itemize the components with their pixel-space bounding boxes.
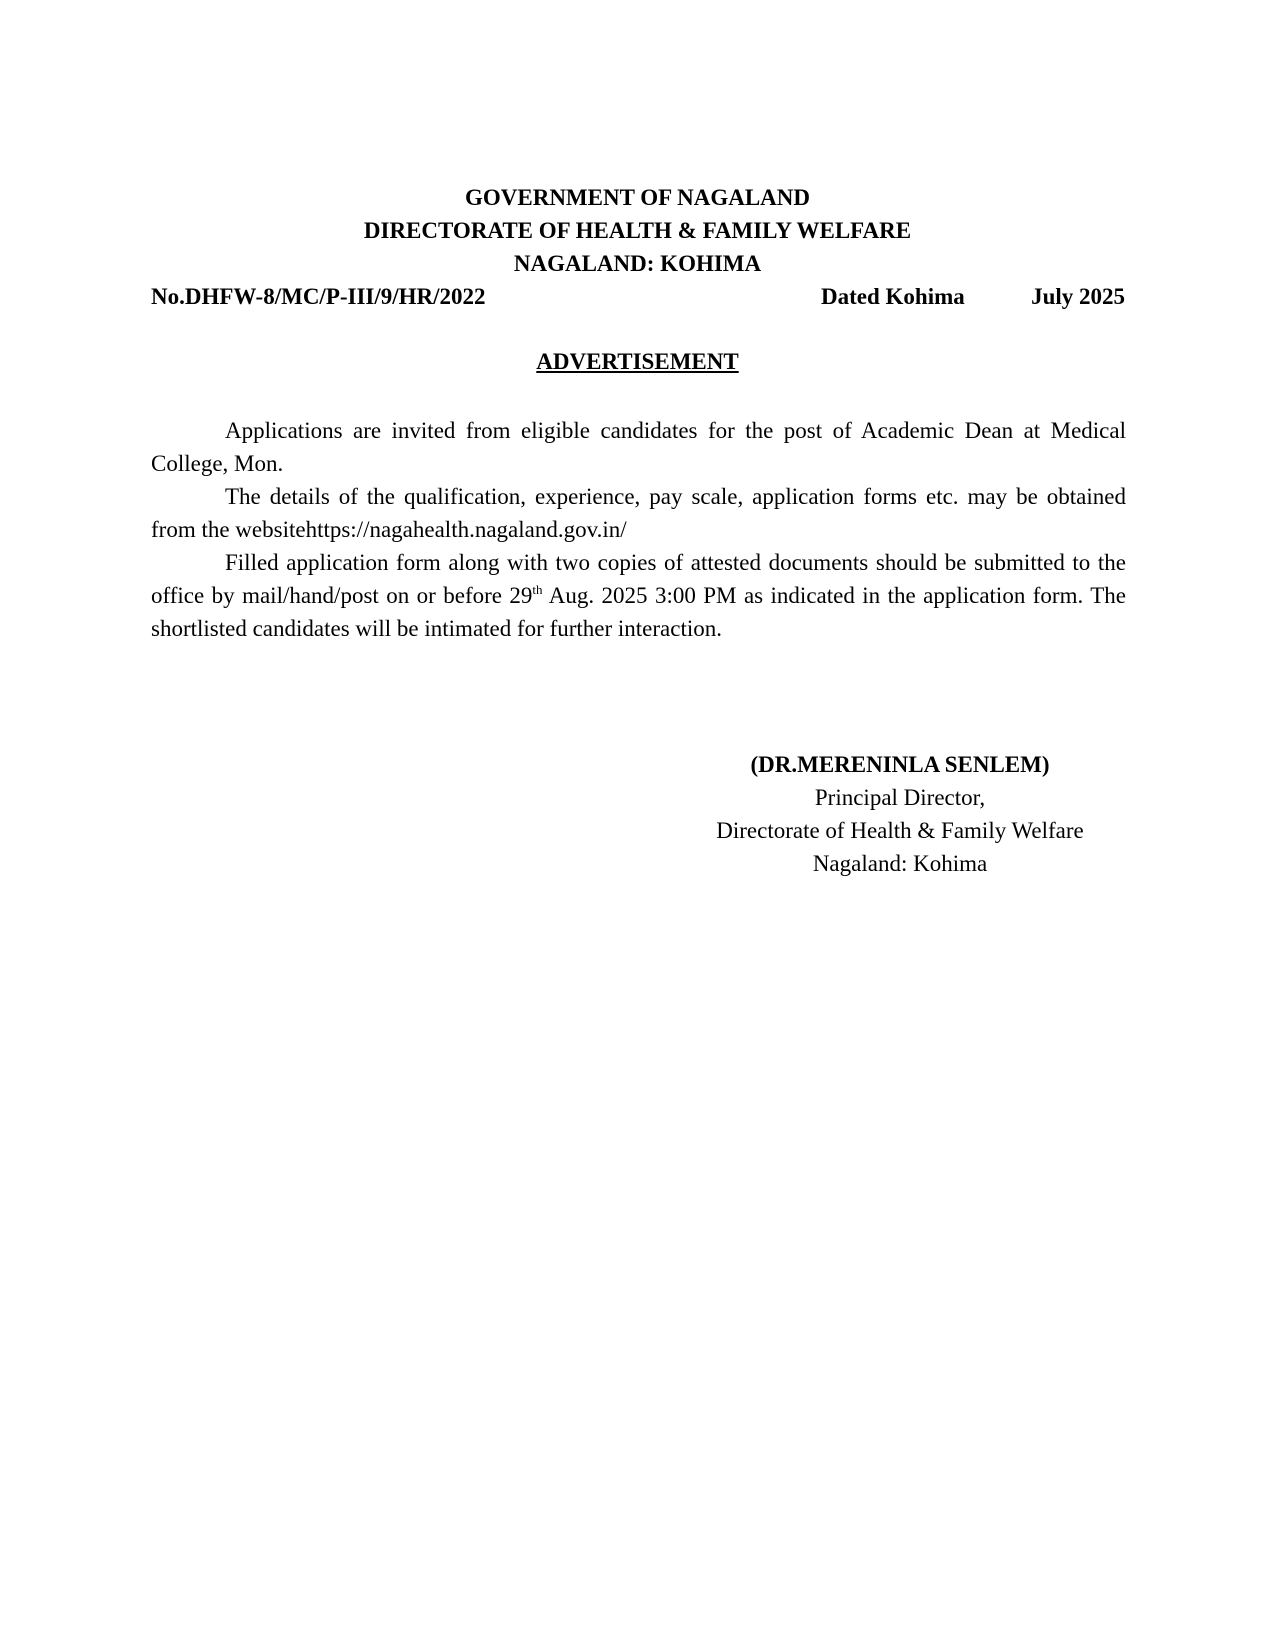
issue-month: July 2025 — [1031, 284, 1125, 309]
signatory-office: Directorate of Health & Family Welfare — [716, 818, 1084, 843]
signatory-location: Nagaland: Kohima — [812, 851, 988, 876]
signature-block — [660, 748, 1140, 880]
header-government: GOVERNMENT OF NAGALAND — [464, 185, 810, 210]
paragraph-submission — [151, 546, 1126, 645]
advertisement-body — [151, 414, 1126, 645]
signatory-name: (DR.MERENINLA SENLEM) — [750, 752, 1050, 777]
header-directorate: DIRECTORATE OF HEALTH & FAMILY WELFARE — [363, 218, 912, 243]
paragraph-invitation: Applications are invited from eligible candidates for the post of Academic Dean at Medical College, Mon. — [151, 418, 1126, 476]
signatory-designation: Principal Director, — [814, 785, 986, 810]
dated-label: Dated Kohima — [821, 284, 965, 309]
ordinal-suffix: th — [532, 582, 543, 597]
header-location: NAGALAND: KOHIMA — [513, 251, 762, 276]
submission-text-start: Filled application form along with two copies of attested documents should be submitted to the office by mail/hand/post on or before 29 — [151, 550, 1126, 608]
reference-number: No.DHFW-8/MC/P-III/9/HR/2022 — [151, 284, 486, 309]
submission-text-end: Aug. 2025 3:00 PM as indicated in the application form. The shortlisted candidates will be intimated for further interaction. — [151, 583, 1126, 641]
reference-row — [151, 280, 1125, 313]
advertisement-title: ADVERTISEMENT — [536, 349, 739, 374]
paragraph-details: The details of the qualification, experience, pay scale, application forms etc. may be obtained from the websitehttps://nagahealth.nagaland.gov.in/ — [151, 484, 1126, 542]
